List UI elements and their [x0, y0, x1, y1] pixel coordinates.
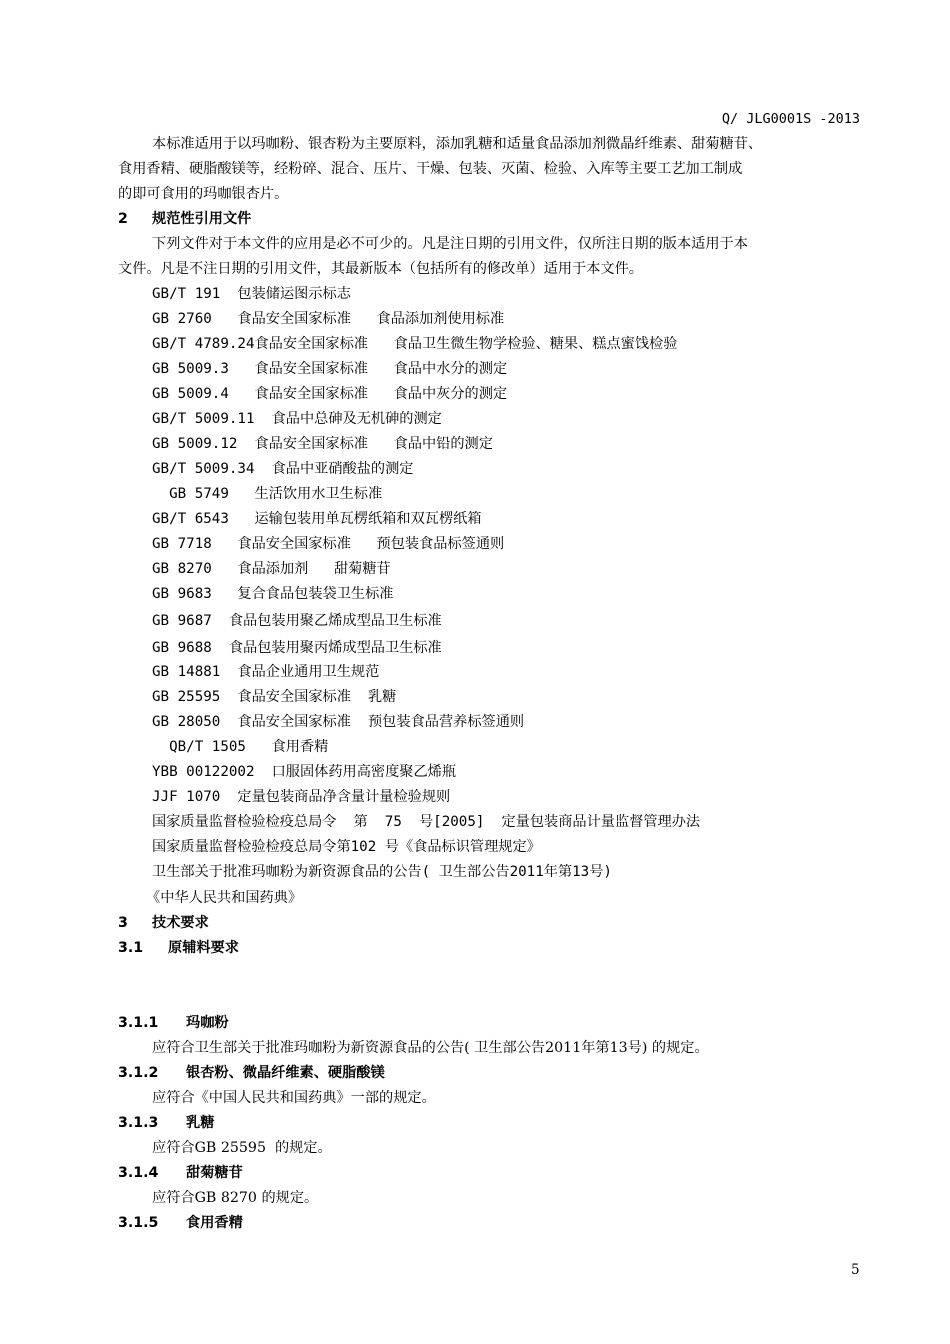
- ref-item: GB 14881 食品企业通用卫生规范: [152, 664, 380, 680]
- subsection-text: 应符合GB 25595 的规定。: [152, 1140, 332, 1156]
- ref-item: 国家质量监督检验检疫总局令第102 号《食品标识管理规定》: [152, 839, 541, 855]
- intro-line-2: 食用香精、硬脂酸镁等，经粉碎、混合、压片、干燥、包装、灭菌、检验、入库等主要工艺加工制成: [118, 161, 743, 177]
- subsection-number: 3.1.5: [118, 1215, 159, 1231]
- ref-item: GB 5009.12 食品安全国家标准 食品中铅的测定: [152, 436, 493, 452]
- subsection-number: 3.1.2: [118, 1065, 159, 1081]
- ref-item: GB/T 191 包装储运图示标志: [152, 286, 351, 302]
- page-number: 5: [851, 1262, 860, 1278]
- ref-item: GB 9688 食品包装用聚丙烯成型品卫生标准: [152, 640, 442, 656]
- section-3-1-number: 3.1: [118, 940, 144, 956]
- ref-item: GB 9683 复合食品包装袋卫生标准: [152, 586, 394, 602]
- subsection-title: 乳糖: [186, 1115, 215, 1131]
- ref-item: YBB 00122002 口服固体药用高密度聚乙烯瓶: [152, 764, 457, 780]
- ref-item: GB 5749 生活饮用水卫生标准: [152, 486, 383, 502]
- section-2-para-line-1: 下列文件对于本文件的应用是必不可少的。凡是注日期的引用文件，仅所注日期的版本适用于本: [152, 236, 748, 252]
- ref-item: 国家质量监督检验检疫总局令 第 75 号[2005] 定量包装商品计量监督管理办法: [152, 814, 701, 830]
- subsection-text: 应符合《中国人民共和国药典》一部的规定。: [152, 1090, 436, 1106]
- section-3-title: 技术要求: [152, 915, 209, 931]
- section-3-number: 3: [118, 915, 128, 931]
- subsection-text: 应符合卫生部关于批准玛咖粉为新资源食品的公告( 卫生部公告2011年第13号) 的规定。: [152, 1040, 709, 1056]
- intro-line-1: 本标准适用于以玛咖粉、银杏粉为主要原料，添加乳糖和适量食品添加剂微晶纤维素、甜菊糖苷、: [152, 136, 763, 152]
- ref-item: GB 7718 食品安全国家标准 预包装食品标签通则: [152, 536, 505, 552]
- subsection-number: 3.1.1: [118, 1015, 159, 1031]
- section-3-1-title: 原辅料要求: [168, 940, 239, 956]
- subsection-title: 甜菊糖苷: [186, 1165, 243, 1181]
- ref-item: JJF 1070 定量包装商品净含量计量检验规则: [152, 789, 451, 805]
- ref-item: 卫生部关于批准玛咖粉为新资源食品的公告( 卫生部公告2011年第13号): [152, 864, 612, 880]
- ref-item: GB 9687 食品包装用聚乙烯成型品卫生标准: [152, 613, 442, 629]
- document-code-header: Q/ JLG0001S -2013: [721, 111, 860, 127]
- ref-item: GB 5009.3 食品安全国家标准 食品中水分的测定: [152, 361, 508, 377]
- ref-item: GB/T 5009.34 食品中亚硝酸盐的测定: [152, 461, 414, 477]
- ref-item: QB/T 1505 食用香精: [152, 739, 329, 755]
- ref-item: GB 28050 食品安全国家标准 预包装食品营养标签通则: [152, 714, 525, 730]
- ref-item: GB/T 6543 运输包装用单瓦楞纸箱和双瓦楞纸箱: [152, 511, 482, 527]
- section-2-para-line-2: 文件。凡是不注日期的引用文件，其最新版本（包括所有的修改单）适用于本文件。: [118, 261, 643, 277]
- ref-item: GB 2760 食品安全国家标准 食品添加剂使用标准: [152, 311, 505, 327]
- ref-item: GB/T 5009.11 食品中总砷及无机砷的测定: [152, 411, 442, 427]
- ref-item: GB 25595 食品安全国家标准 乳糖: [152, 689, 397, 705]
- subsection-number: 3.1.3: [118, 1115, 159, 1131]
- ref-item: 《中华人民共和国药典》: [146, 890, 303, 906]
- subsection-title: 玛咖粉: [186, 1015, 229, 1031]
- subsection-title: 食用香精: [186, 1215, 243, 1231]
- ref-item: GB 8270 食品添加剂 甜菊糖苷: [152, 561, 391, 577]
- subsection-title: 银杏粉、微晶纤维素、硬脂酸镁: [186, 1065, 385, 1081]
- ref-item: GB/T 4789.24食品安全国家标准 食品卫生微生物学检验、糖果、糕点蜜饯检验: [152, 336, 678, 352]
- section-2-number: 2: [118, 211, 128, 227]
- section-2-title: 规范性引用文件: [152, 211, 252, 227]
- ref-item: GB 5009.4 食品安全国家标准 食品中灰分的测定: [152, 386, 508, 402]
- intro-line-3: 的即可食用的玛咖银杏片。: [118, 186, 289, 202]
- subsection-text: 应符合GB 8270 的规定。: [152, 1190, 319, 1206]
- subsection-number: 3.1.4: [118, 1165, 159, 1181]
